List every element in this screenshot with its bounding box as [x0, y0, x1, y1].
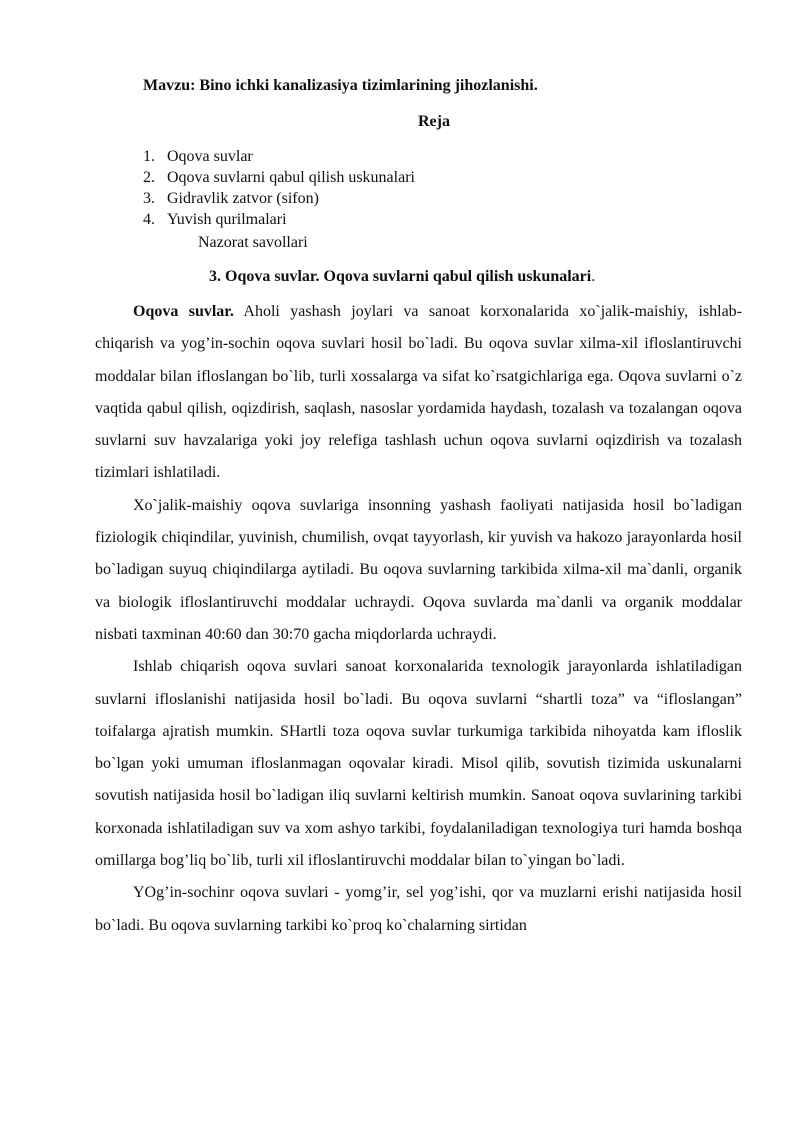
paragraph: YOg’in-sochinr oqova suvlari - yomg’ir, sel yog’ishi, qor va muzlarni erishi natijasida hosil bo`ladi. Bu oqova suvlarning tarkibi ko`proq ko`chalarning sirtidan — [95, 884, 742, 934]
plan-item — [143, 188, 415, 209]
paragraph — [95, 296, 742, 490]
section-title — [209, 268, 595, 286]
plan-item-text: Oqova suvlarni qabul qilish uskunalari — [167, 169, 415, 186]
plan-item-text: Yuvish qurilmalari — [167, 211, 287, 228]
plan-item-number: 1. — [143, 148, 155, 165]
plan-item-text: Oqova suvlar — [167, 148, 253, 165]
paragraph: Ishlab chiqarish oqova suvlari sanoat korxonalarida texnologik jarayonlarda ishlatiladigan suvlarni ifloslanishi natijasida hosil bo`ladi. Bu oqova suvlarni “shartli toza” va “ifloslangan” toifalarga ajratish mumkin. SHartli toza oqova suvlar turkumiga tarkibida nihoyatda kam ifloslik bo`lgan yoki umuman ifloslanmagan oqovalar kiradi. Misol qilib, sovutish tizimida uskunalarni sovutish natijasida hosil bo`ladigan iliq suvlarni keltirish mumkin. Sanoat oqova suvlarining tarkibi korxonada ishlatiladigan suv va xom ashyo tarkibi, foydalaniladigan texnologiya turi hamda boshqa omillarga bog’liq bo`lib, turli xil ifloslantiruvchi moddalar bilan to`yingan bo`ladi. — [95, 658, 742, 870]
paragraph-lead: Oqova suvlar. — [133, 303, 234, 320]
plan-item — [143, 146, 415, 167]
paragraph: Xo`jalik-maishiy oqova suvlariga insonning yashash faoliyati natijasida hosil bo`ladigan fiziologik chiqindilar, yuvinish, chumilish, ovqat tayyorlash, kir yuvish va hakozo jarayonlarda hosil bo`ladigan suyuq chiqindilarga aytiladi. Bu oqova suvlarning tarkibida xilma-xil ma`danli, organik va biologik ifloslantiruvchi moddalar uchraydi. Oqova suvlarda ma`danli va organik moddalar nisbati taxminan 40:60 dan 30:70 gacha miqdorlarda uchraydi. — [95, 496, 742, 643]
section-title-text: 3. Oqova suvlar. Oqova suvlarni qabul qilish uskunalari — [209, 268, 592, 285]
plan-item — [143, 209, 415, 230]
section-title-end: . — [591, 268, 596, 285]
plan-title: Reja — [418, 113, 450, 130]
control-questions-item: Nazorat savollari — [198, 234, 308, 251]
plan-item-number: 2. — [143, 169, 155, 186]
topic-heading: Mavzu: Bino ichki kanalizasiya tizimlarining jihozlanishi. — [143, 77, 538, 94]
plan-item-number: 3. — [143, 190, 155, 207]
plan-item — [143, 167, 415, 188]
plan-item-text: Gidravlik zatvor (sifon) — [167, 190, 319, 207]
body-text — [95, 296, 742, 942]
paragraph-text: Aholi yashash joylari va sanoat korxonalarida xo`jalik-maishiy, ishlab-chiqarish va yog’in-sochin oqova suvlari hosil bo`ladi. Bu oqova suvlar xilma-xil ifloslantiruvchi moddalar bilan ifloslangan bo`lib, turli xossalarga va sifat ko`rsatgichlariga ega. Oqova suvlarni o`z vaqtida qabul qilish, oqizdirish, saqlash, nasoslar yordamida haydash, tozalash va tozalangan oqova suvlarni suv havzalariga yoki joy relefiga tashlash uchun oqova suvlarni oqizdirish va tozalash tizimlari ishlatiladi. — [95, 303, 742, 482]
plan-list — [143, 146, 415, 230]
plan-item-number: 4. — [143, 211, 155, 228]
